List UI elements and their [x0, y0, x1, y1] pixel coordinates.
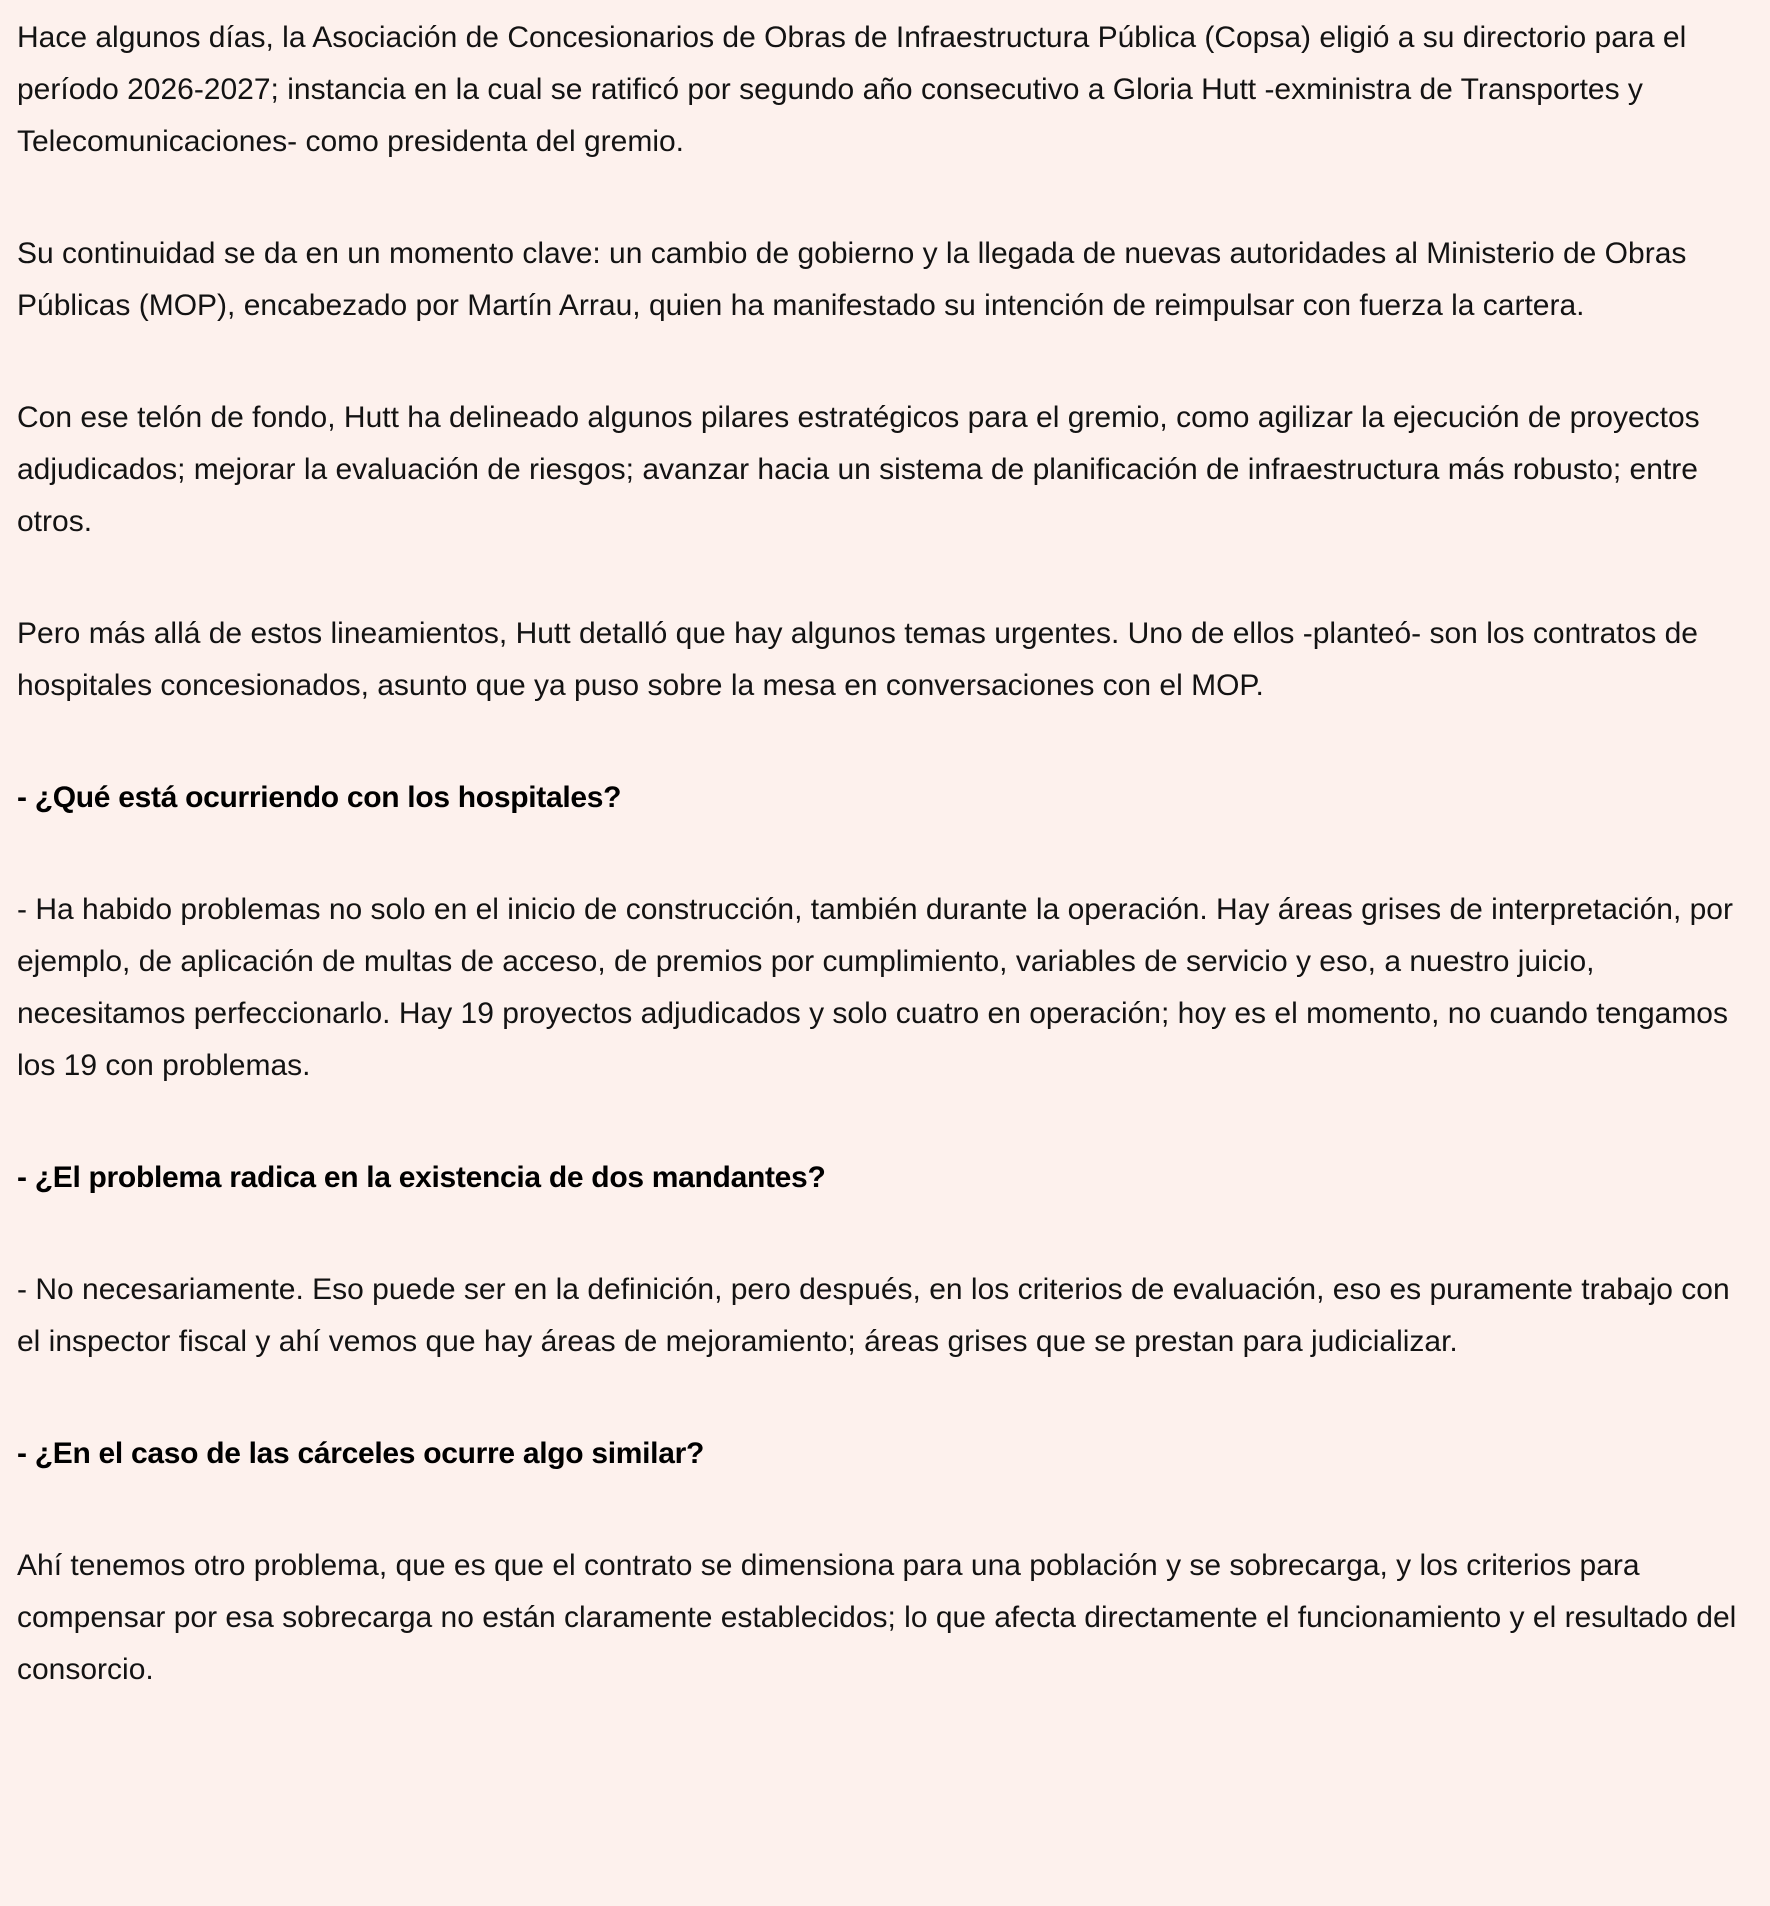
interview-answer-paragraph: - Ha habido problemas no solo en el inicio de construcción, también durante la operación. Hay áreas grises de interpretación, por ejemplo, de aplicación de multas de acceso, de premios por cumplimiento, variables de servicio y eso, a nuestro juicio, necesitamos perfeccionarlo. Hay 19 proyectos adjudicados y solo cuatro en operación; hoy es el momento, no cuando tengamos los 19 con problemas.: [17, 893, 1733, 1082]
interview-question-heading: - ¿En el caso de las cárceles ocurre algo similar?: [17, 1437, 704, 1470]
article-paragraph: Su continuidad se da en un momento clave: un cambio de gobierno y la llegada de nuevas autoridades al Ministerio de Obras Públicas (MOP), encabezado por Martín Arrau, quien ha manifestado su intención de reimpulsar con fuerza la cartera.: [17, 237, 1687, 322]
interview-answer-paragraph: - No necesariamente. Eso puede ser en la definición, pero después, en los criterios de evaluación, eso es puramente trabajo con el inspector fiscal y ahí vemos que hay áreas de mejoramiento; áreas grises que se prestan para judicializar.: [17, 1273, 1730, 1358]
interview-question-heading: - ¿Qué está ocurriendo con los hospitales?: [17, 781, 622, 814]
article-paragraph: Pero más allá de estos lineamientos, Hutt detalló que hay algunos temas urgentes. Uno de ellos -planteó- son los contratos de hospitales concesionados, asunto que ya puso sobre la mesa en conversaciones con el MOP.: [17, 617, 1698, 702]
interview-question-heading: - ¿El problema radica en la existencia de dos mandantes?: [17, 1161, 826, 1194]
article-paragraph: Hace algunos días, la Asociación de Concesionarios de Obras de Infraestructura Pública (Copsa) eligió a su directorio para el período 2026-2027; instancia en la cual se ratificó por segundo año consecutivo a Gloria Hutt -exministra de Transportes y Telecomunicaciones- como presidenta del gremio.: [17, 21, 1687, 158]
interview-answer-paragraph: Ahí tenemos otro problema, que es que el contrato se dimensiona para una población y se sobrecarga, y los criterios para compensar por esa sobrecarga no están claramente establecidos; lo que afecta directamente el funcionamiento y el resultado del consorcio.: [17, 1549, 1737, 1686]
article-paragraph: Con ese telón de fondo, Hutt ha delineado algunos pilares estratégicos para el gremio, como agilizar la ejecución de proyectos adjudicados; mejorar la evaluación de riesgos; avanzar hacia un sistema de planificación de infraestructura más robusto; entre otros.: [17, 401, 1700, 538]
